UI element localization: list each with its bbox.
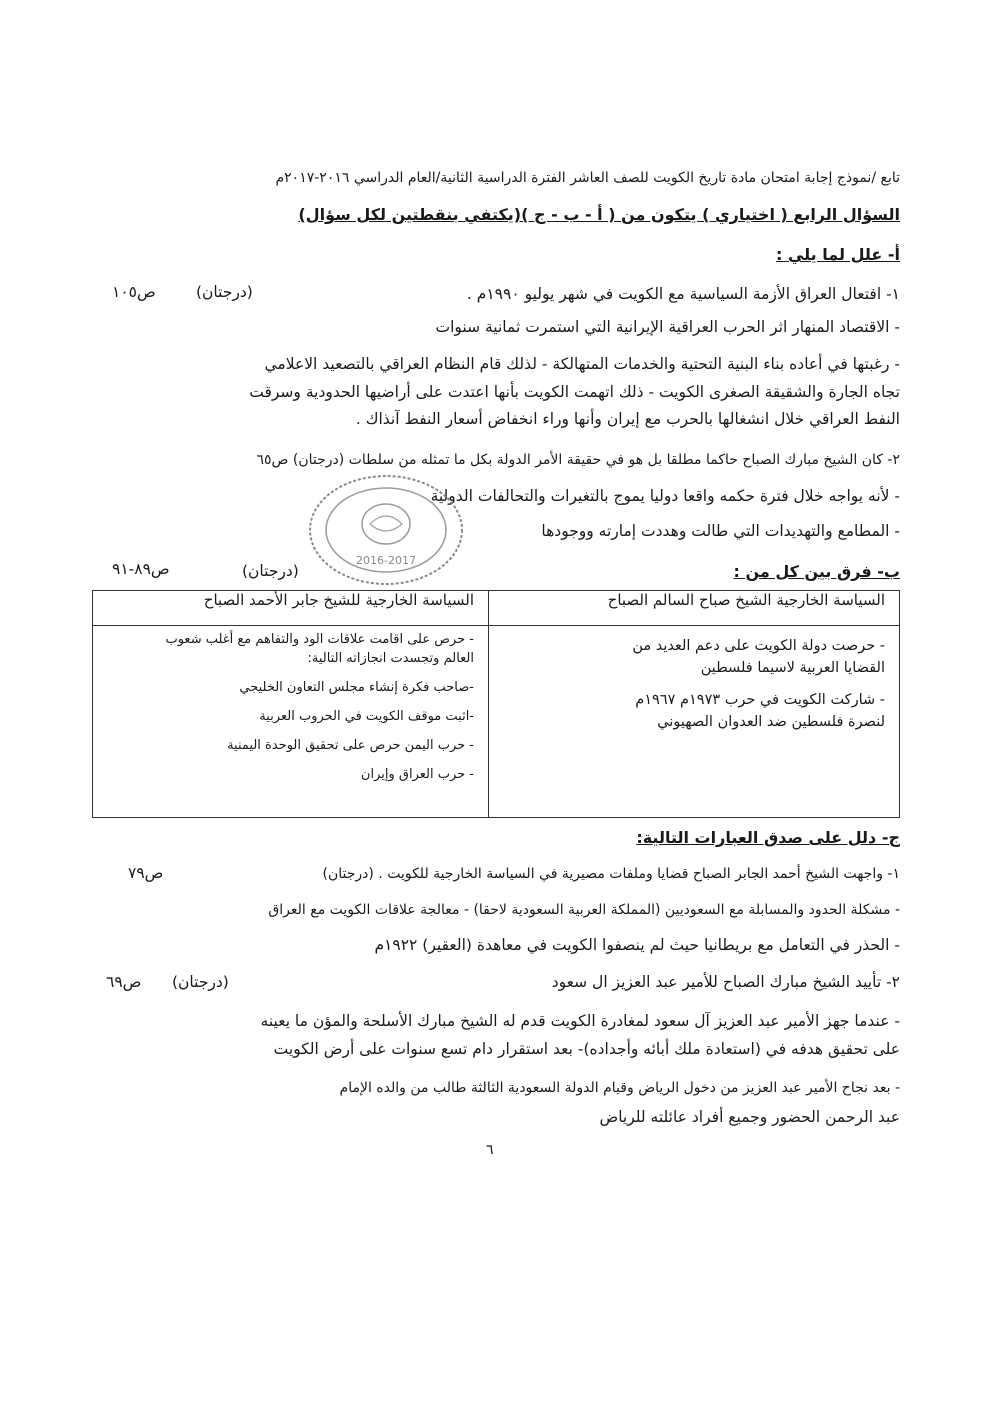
answer-line: النفط العراقي خلال انشغالها بالحرب مع إيران وأنها وراء انخفاض أسعار النفط آنذاك .: [355, 410, 900, 428]
part-a-item1-page: ص١٠٥: [112, 283, 156, 301]
answer-line: - مشكلة الحدود والمسابلة مع السعوديين (المملكة العربية السعودية لاحقا) - معالجة علاقات الكويت مع العراق: [268, 902, 900, 918]
part-a-item1: ١- افتعال العراق الأزمة السياسية مع الكويت في شهر يوليو ١٩٩٠م .: [466, 285, 900, 303]
part-a-heading: أ- علل لما يلي :: [775, 245, 900, 264]
comparison-table: [92, 590, 900, 818]
table-cell-line: - حرص على اقامت علاقات الود والتفاهم مع أغلب شعوب: [165, 632, 474, 647]
part-c-item2: ٢- تأييد الشيخ مبارك الصباح للأمير عبد العزيز ال سعود: [551, 973, 900, 991]
table-cell-line: -اثبت موقف الكويت في الحروب العربية: [259, 709, 474, 724]
part-a-item1-marks: (درجتان): [196, 283, 253, 301]
table-cell-line: -صاحب فكرة إنشاء مجلس التعاون الخليجي: [239, 680, 474, 695]
table-header-right: السياسة الخارجية الشيخ صباح السالم الصباح: [489, 591, 900, 626]
question-title: السؤال الرابع ( اختياري ) يتكون من ( أ - ب - ج )(يكتفي بنقطتين لكل سؤال): [298, 205, 900, 224]
part-b-heading: ب- فرق بين كل من :: [733, 562, 900, 581]
answer-line: - المطامع والتهديدات التي طالت وهددت إمارته ووجودها: [541, 522, 900, 540]
part-c-item1: ١- واجهت الشيخ أحمد الجابر الصباح قضايا وملفات مصيرية في السياسة الخارجية للكويت . (درجتان): [322, 866, 900, 882]
answer-line: - عندما جهز الأمير عبد العزيز آل سعود لمغادرة الكويت قدم له الشيخ مبارك الأسلحة والمؤن ما يعينه: [260, 1012, 900, 1030]
answer-line: - الحذر في التعامل مع بريطانيا حيث لم ينصفوا الكويت في معاهدة (العقير) ١٩٢٢م: [374, 936, 900, 954]
table-cell-line: - حرب العراق وإيران: [360, 767, 474, 782]
page-number: ٦: [486, 1142, 494, 1158]
table-cell-left: [93, 626, 489, 818]
answer-line: على تحقيق هدفه في (استعادة ملك أبائه وأجداده)- بعد استقرار دام تسع سنوات على أرض الكويت: [273, 1040, 900, 1058]
table-cell-line: لنصرة فلسطين ضد العدوان الصهيوني: [657, 714, 885, 730]
answer-line: تجاه الجارة والشقيقة الصغرى الكويت - ذلك اتهمت الكويت بأنها اعتدت على أراضيها الحدودية وسرقت: [249, 383, 900, 401]
table-header-left: السياسة الخارجية للشيخ جابر الأحمد الصباح: [93, 591, 489, 626]
part-c-item2-page: ص٦٩: [106, 973, 142, 991]
table-cell-line: العالم وتجسدت انجازاته التالية:: [307, 651, 474, 666]
part-c-item2-marks: (درجتان): [172, 973, 229, 991]
answer-line: - بعد نجاح الأمير عبد العزيز من دخول الرياض وقيام الدولة السعودية الثالثة طالب من والده الإمام: [339, 1080, 900, 1096]
answer-line: - رغبتها في أعاده بناء البنية التحتية والخدمات المتهالكة - لذلك قام النظام العراقي بالتصعيد الاعلامي: [264, 355, 900, 373]
table-cell-line: - شاركت الكويت في حرب ١٩٧٣م ١٩٦٧م: [635, 692, 885, 708]
table-cell-line: - حرب اليمن حرص على تحقيق الوحدة اليمنية: [227, 738, 474, 753]
part-c-heading: ج- دلل على صدق العبارات التالية:: [636, 828, 900, 847]
part-c-item1-page: ص٧٩: [128, 864, 164, 882]
official-stamp: [306, 472, 466, 588]
answer-line: - لأنه يواجه خلال فترة حكمه واقعا دوليا يموج بالتغيرات والتحالفات الدولية: [430, 487, 900, 505]
answer-line: - الاقتصاد المنهار اثر الحرب العراقية الإيرانية التي استمرت ثمانية سنوات: [435, 318, 900, 336]
table-cell-line: - حرصت دولة الكويت على دعم العديد من: [632, 638, 885, 654]
table-cell-line: القضايا العربية لاسيما فلسطين: [700, 660, 885, 676]
answer-line: عبد الرحمن الحضور وجميع أفراد عائلته للرياض: [599, 1108, 900, 1126]
stamp-year: 2016-2017: [356, 554, 416, 567]
document-header: تابع /نموذج إجابة امتحان مادة تاريخ الكويت للصف العاشر الفترة الدراسية الثانية/العام الدراسي ٢٠١٦-٢٠١٧م: [275, 170, 900, 186]
table-cell-right: [489, 626, 900, 818]
part-b-page: ص٨٩-٩١: [112, 560, 170, 578]
part-b-marks: (درجتان): [242, 562, 299, 580]
part-a-item2: ٢- كان الشيخ مبارك الصباح حاكما مطلقا بل هو في حقيقة الأمر الدولة بكل ما تمثله من سلطات (درجتان) ص٦٥: [256, 452, 900, 468]
